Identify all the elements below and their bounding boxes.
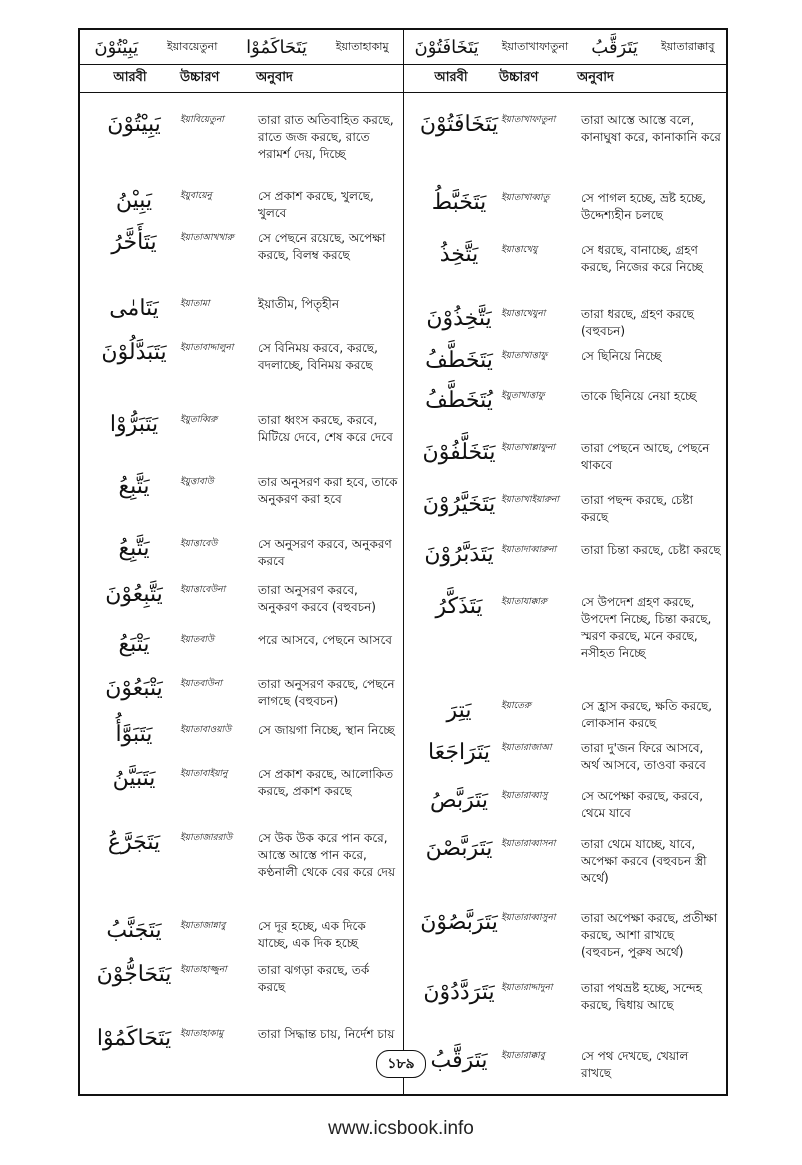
entry-arabic: يَتْبَعُ — [118, 632, 150, 657]
entry-arabic: يَتْبَعُوْنَ — [105, 676, 163, 701]
entry-meaning: সে হ্রাস করছে, ক্ষতি করছে, লোকসান করছে — [581, 699, 713, 730]
entry-meaning: তার অনুসরণ করা হবে, তাকে অনুকরণ করা হবে — [258, 475, 398, 506]
entry-pronunciation: ইয়াত্তাখেযু — [501, 245, 538, 255]
entry-arabic: يَتِرَ — [446, 698, 472, 723]
entry-arabic: يَتَّخِذُوْنَ — [426, 306, 492, 331]
entry-meaning: সে পথ দেখছে, খেয়াল রাখছে — [581, 1049, 689, 1080]
entry-meaning: সে দূর হচ্ছে, এক দিকে যাচ্ছে, এক দিক হচ্ছে — [258, 919, 366, 950]
header-left-arabic2: يَتَحَاكَمُوْا — [246, 36, 307, 58]
entry-arabic: يَبِيْتُوْنَ — [107, 112, 161, 137]
col-meaning-heading: অনুবাদ — [577, 69, 614, 85]
entry-pronunciation: ইয়াতবাউ — [180, 635, 214, 645]
entry-arabic: يَتَخَلَّفُوْنَ — [422, 440, 496, 465]
entry-pronunciation: ইয়াতারাব্বাসুনা — [501, 913, 556, 923]
entry-meaning: তারা ধরছে, গ্রহণ করছে (বহুবচন) — [581, 307, 694, 338]
entry-arabic: يَتَّبِعُوْنَ — [105, 582, 163, 607]
entry-arabic: يَتَذَكَّرُ — [435, 594, 483, 619]
entry-meaning: সে জায়গা নিচ্ছে, স্থান নিচ্ছে — [258, 723, 395, 737]
entry-arabic: يَتَرَاجَعَا — [428, 740, 490, 765]
entry-arabic: يَتَخَافَتُوْنَ — [419, 112, 499, 137]
entry-pronunciation: ইয়ুতাব্বিরু — [180, 415, 218, 425]
entry-pronunciation: ইয়াতাখাফাতুনা — [501, 115, 556, 125]
entry-arabic: يَتَحَاكَمُوْا — [96, 1026, 172, 1051]
entry-meaning: তারা পেছনে আছে, পেছনে থাকবে — [581, 441, 710, 472]
entry-arabic: يَتَامٰى — [109, 296, 159, 321]
entry-arabic: يَتَخَبَّطُ — [431, 190, 487, 215]
entry-meaning: তারা অনুসরণ করবে, অনুকরণ করবে (বহুবচন) — [258, 583, 376, 614]
entry-pronunciation: ইয়াতাআখখারু — [180, 233, 234, 243]
entry-meaning: তারা পথভ্রষ্ট হচ্ছে, সন্দেহ করছে, দ্বিধায় আছে — [581, 981, 702, 1012]
entry-meaning: তারা ধ্বংস করছে, করবে, মিটিয়ে দেবে, শেষ করে দেবে — [258, 413, 393, 444]
entry-meaning: তারা অপেক্ষা করছে, প্রতীক্ষা করছে, আশা রাখছে (বহুবচন, পুরুষ অর্থে) — [581, 911, 718, 959]
entry-meaning: তারা দু'জন ফিরে আসবে, অর্থ আসবে, তাওবা করবে — [581, 741, 706, 772]
header-right-translit2: ইয়াতারাক্কাবু — [660, 39, 715, 53]
entry-meaning: সে প্রকাশ করছে, খুলছে, খুলবে — [258, 189, 374, 220]
entry-arabic: يَتَّبِعُ — [118, 536, 150, 561]
entry-meaning: সে পাগল হচ্ছে, ভ্রষ্ট হচ্ছে, উদ্দেশ্যহীন চলছে — [581, 191, 707, 222]
header-left — [80, 30, 403, 64]
entry-pronunciation: ইয়াতাহাকামু — [180, 1029, 224, 1039]
entry-meaning: তারা থেমে যাচ্ছে, যাবে, অপেক্ষা করবে (বহুবচন স্ত্রী অর্থে) — [581, 837, 707, 885]
header-left-arabic: يَبِيْتُوْنَ — [94, 36, 139, 58]
entry-arabic: يُتَخَطَّفُ — [425, 388, 493, 413]
footer-url: www.icsbook.info — [328, 1118, 474, 1139]
entry-pronunciation: ইয়াতাহাজ্জুনা — [180, 965, 227, 975]
entry-pronunciation: ইয়াতাবাওয়াউ — [180, 725, 232, 735]
header-left-translit2: ইয়াবয়েতুনা — [166, 39, 218, 53]
entry-arabic: يَتَجَرَّعُ — [107, 830, 161, 855]
entry-meaning: সে উপদেশ গ্রহণ করছে, উপদেশ নিচ্ছে, চিন্তা করছে, স্মরণ করছে, মনে করছে, নসীহত নিচ্ছে — [581, 595, 712, 660]
col-arabic-heading: আরবী — [113, 69, 147, 85]
entry-pronunciation: ইয়াত্তাখেযুনা — [501, 309, 546, 319]
entry-arabic: يَتَأَخَّرُ — [111, 230, 157, 255]
header-right-translit: ইয়াতাখাফাতুনা — [501, 39, 569, 53]
entry-pronunciation: ইয়াতারাজাআ — [501, 743, 552, 753]
header-right-arabic2: يَتَرَقَّبُ — [591, 36, 638, 58]
entry-pronunciation: ইয়াতারাব্বাসু — [501, 791, 548, 801]
entry-arabic: يَتَدَبَّرُوْنَ — [424, 542, 494, 567]
column-headings-right — [403, 64, 726, 92]
entry-pronunciation: ইয়াতাবাইয়ানু — [180, 769, 228, 779]
entry-arabic: يَتَرَبَّصْنَ — [425, 836, 493, 861]
entry-pronunciation: ইয়ুত্তাবাউ — [180, 477, 214, 487]
entry-meaning: সে অপেক্ষা করছে, করবে, থেমে যাবে — [581, 789, 704, 820]
entry-pronunciation: ইয়াত্তাবেউ — [180, 539, 218, 549]
entry-arabic: يَتَرَدَّدُوْنَ — [423, 980, 495, 1005]
entry-pronunciation: ইয়াতারাদ্দাদুনা — [501, 983, 553, 993]
entry-arabic: يَتَجَنَّبُ — [106, 918, 162, 943]
entry-meaning: তারা অনুসরণ করছে, পেছনে লাগছে (বহুবচন) — [258, 677, 395, 708]
header-right-arabic: يَتَخَافَتُوْنَ — [414, 36, 479, 58]
col-arabic-heading: আরবী — [434, 69, 468, 85]
entry-meaning: সে ছিনিয়ে নিচ্ছে — [581, 349, 662, 363]
entry-meaning: সে প্রকাশ করছে, আলোকিত করছে, প্রকাশ করছে — [258, 767, 394, 798]
col-meaning-heading: অনুবাদ — [256, 69, 293, 85]
entry-meaning: সে উক উক করে পান করে, আস্তে আস্তে পান করে, কণ্ঠনালী থেকে বের করে দেয় — [258, 831, 396, 879]
entry-pronunciation: ইয়াতাখাইয়ারুনা — [501, 495, 559, 505]
entry-arabic: يَتَخَيَّرُوْنَ — [422, 492, 496, 517]
header-right — [403, 30, 726, 64]
entry-arabic: يَتَبَيَّنُ — [112, 766, 156, 791]
entry-pronunciation: ইয়াতাখাত্তাফু — [501, 351, 548, 361]
entry-arabic: يَتَّخِذُ — [439, 242, 479, 267]
entry-arabic: يَتَبَوَّأُ — [115, 722, 153, 747]
right-column — [405, 92, 726, 1080]
entry-arabic: يَتَرَبَّصُوْنَ — [420, 910, 498, 935]
entry-arabic: يَتَحَاجُّوْنَ — [96, 962, 172, 987]
entry-meaning: সে পেছনে রয়েছে, অপেক্ষা করছে, বিলম্ব করছে — [258, 231, 386, 262]
entry-pronunciation: ইয়াতাজান্নাবু — [180, 921, 226, 931]
entry-pronunciation: ইয়াতাবাদ্দালুনা — [180, 343, 234, 353]
entry-meaning: ইয়াতীম, পিতৃহীন — [258, 297, 340, 311]
dictionary-page-frame — [78, 28, 728, 1096]
entry-meaning: তারা রাত অতিবাহিত করছে, রাতে জজ করছে, রাতে পরামর্শ দেয়, দিচ্ছে — [258, 113, 394, 161]
entry-pronunciation: ইয়াতাখাব্বাতু — [501, 193, 550, 203]
entry-pronunciation: ইয়াতবাউনা — [180, 679, 222, 689]
entry-pronunciation: ইয়াতামা — [180, 299, 210, 309]
entry-pronunciation: ইয়ুবায়েনু — [180, 191, 212, 201]
entry-arabic: يَتَرَقَّبُ — [430, 1048, 488, 1073]
page-number: ১৮৯ — [376, 1050, 426, 1078]
entry-pronunciation: ইয়াতাদাব্বারুনা — [501, 545, 557, 555]
entry-meaning: পরে আসবে, পেছনে আসবে — [258, 633, 392, 647]
entry-pronunciation: ইয়াত্তাবেউনা — [180, 585, 226, 595]
entry-meaning: তাকে ছিনিয়ে নেয়া হচ্ছে — [581, 389, 697, 403]
entry-pronunciation: ইয়ুতাখাত্তাফু — [501, 391, 545, 401]
entry-meaning: সে অনুসরণ করবে, অনুকরণ করবে — [258, 537, 392, 568]
entry-meaning: তারা সিদ্ধান্ত চায়, নির্দেশ চায় — [258, 1027, 395, 1041]
entry-pronunciation: ইয়াতাখাল্লাফুনা — [501, 443, 556, 453]
entry-pronunciation: ইয়াতারাব্বাসনা — [501, 839, 556, 849]
left-column — [80, 92, 403, 1070]
header-left-translit: ইয়াতাহাকামু — [335, 39, 389, 53]
entry-pronunciation: ইয়াতেরু — [501, 701, 531, 711]
entry-meaning: সে ধরছে, বানাচ্ছে, গ্রহণ করছে, নিজের করে নিচ্ছে — [581, 243, 703, 274]
entry-meaning: সে বিনিময় করবে, করছে, বদলাচ্ছে, বিনিময় করছে — [258, 341, 378, 372]
col-pronunciation-heading: উচ্চারণ — [180, 69, 220, 85]
entry-pronunciation: ইয়াতাজাররাউ — [180, 833, 233, 843]
column-divider — [403, 30, 404, 1094]
entry-arabic: يَتَرَبَّصُ — [430, 788, 488, 813]
col-pronunciation-heading: উচ্চারণ — [499, 69, 539, 85]
entry-pronunciation: ইয়াবিয়েতুনা — [180, 115, 224, 125]
entry-meaning: তারা চিন্তা করছে, চেষ্টা করছে — [581, 543, 721, 557]
entry-pronunciation: ইয়াতারাক্কাবু — [501, 1051, 545, 1061]
entry-pronunciation: ইয়াতাযাক্কারু — [501, 597, 547, 607]
entry-arabic: يَتَّبِعُ — [118, 474, 150, 499]
entry-arabic: يَبِيْنُ — [115, 188, 153, 213]
entry-arabic: يَتَخَطَّفُ — [425, 348, 493, 373]
entry-arabic: يَتَبَدَّلُوْنَ — [101, 340, 167, 365]
entry-arabic: يَتَبَرُّوْا — [109, 412, 159, 437]
entry-meaning: তারা আস্তে আস্তে বলে, কানাঘুষা করে, কানাকানি করে — [581, 113, 721, 144]
entry-meaning: তারা পছন্দ করছে, চেষ্টা করছে — [581, 493, 693, 524]
entry-meaning: তারা ঝগড়া করছে, তর্ক করছে — [258, 963, 370, 994]
column-headings-left — [80, 64, 403, 92]
